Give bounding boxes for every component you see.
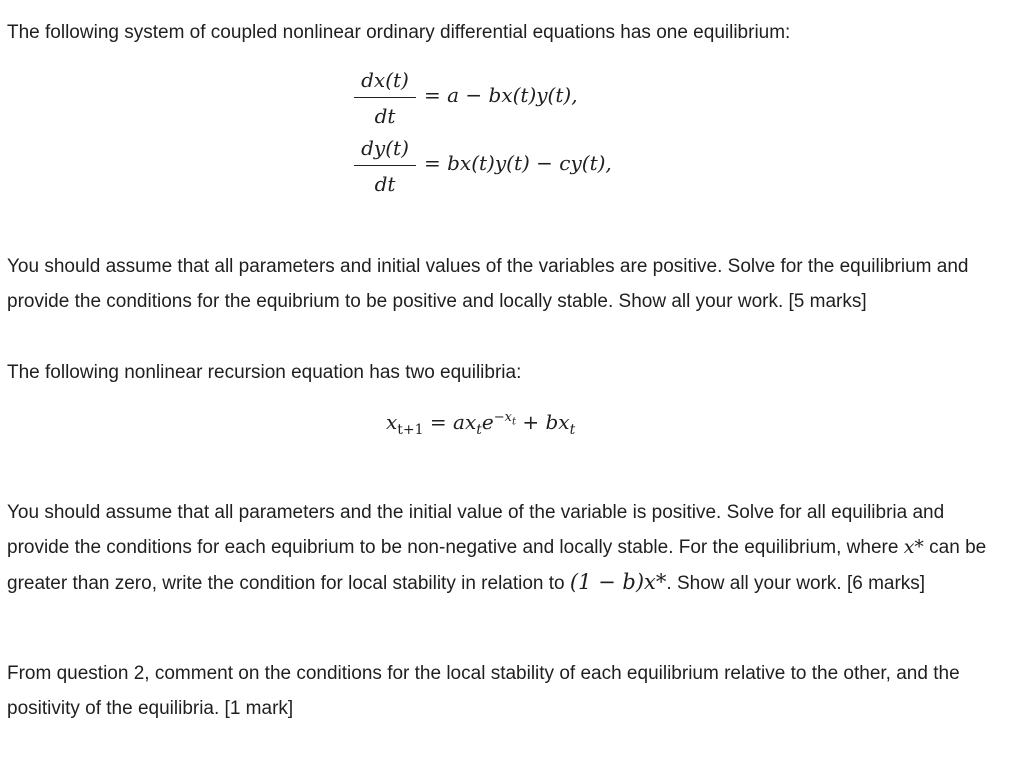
exponent-text: −x: [493, 410, 512, 426]
exponent-base: e: [481, 410, 494, 434]
rhs-expression: a − bx(t)y(t),: [447, 83, 578, 107]
question-3-instructions: From question 2, comment on the conditions for the local stability of each equilibrium relative to the other, and the positivity of the equilibria. [1 mark]: [7, 663, 960, 719]
equation-rhs: [424, 83, 578, 107]
lhs-variable: x: [386, 410, 398, 434]
intro-text: The following system of coupled nonlinear ordinary differential equations has one equilibrium:: [7, 22, 791, 43]
fraction-bar: [354, 165, 416, 166]
fraction-denominator: dt: [374, 172, 396, 196]
equals-sign: =: [424, 151, 441, 175]
q2-text-part3: . Show all your work. [6 marks]: [666, 573, 926, 594]
fraction-numerator: dx(t): [361, 68, 409, 92]
exponent: [493, 410, 516, 428]
stability-expression: (1 − b)x*: [569, 570, 667, 594]
rhs-expression: bx(t)y(t) − cy(t),: [447, 151, 612, 175]
term1-coefficient: ax: [453, 410, 477, 434]
term1-subscript: t: [476, 422, 482, 438]
fraction-denominator: dt: [374, 104, 396, 128]
plus-sign: +: [522, 410, 540, 434]
equation-rhs: [424, 151, 612, 175]
q2-text-part1: You should assume that all parameters and the initial value of the variable is positive. Solve for all equilibria and provide the conditions for each equibrium to be non-negative and locally stable. For the equilibrium, where: [7, 502, 945, 558]
recursion-equation: [386, 410, 575, 438]
lhs-subscript: t+1: [397, 422, 424, 438]
ode-system: [352, 66, 772, 206]
fraction-numerator: dy(t): [361, 136, 409, 160]
question-1-instructions: You should assume that all parameters and initial values of the variables are positive. Solve for the equilibrium and provide the conditions for the equibrium to be positive and locally stable. Show all your work. [5 marks]: [7, 256, 969, 312]
ode-equation-x: [352, 66, 772, 130]
question-2-instructions: [7, 495, 1007, 601]
term2-coefficient: bx: [545, 410, 570, 434]
question-2-intro: The following nonlinear recursion equation has two equilibria:: [7, 362, 522, 383]
exponent-subscript: t: [511, 416, 516, 428]
q2-text-part2: can be greater than zero, write the condition for local stability in relation to: [7, 537, 987, 594]
fraction-bar: [354, 97, 416, 98]
equals-sign: =: [429, 410, 447, 434]
equals-sign: =: [424, 83, 441, 107]
ode-equation-y: [352, 134, 772, 198]
term2-subscript: t: [569, 422, 576, 438]
x-star-symbol: x*: [903, 536, 924, 558]
